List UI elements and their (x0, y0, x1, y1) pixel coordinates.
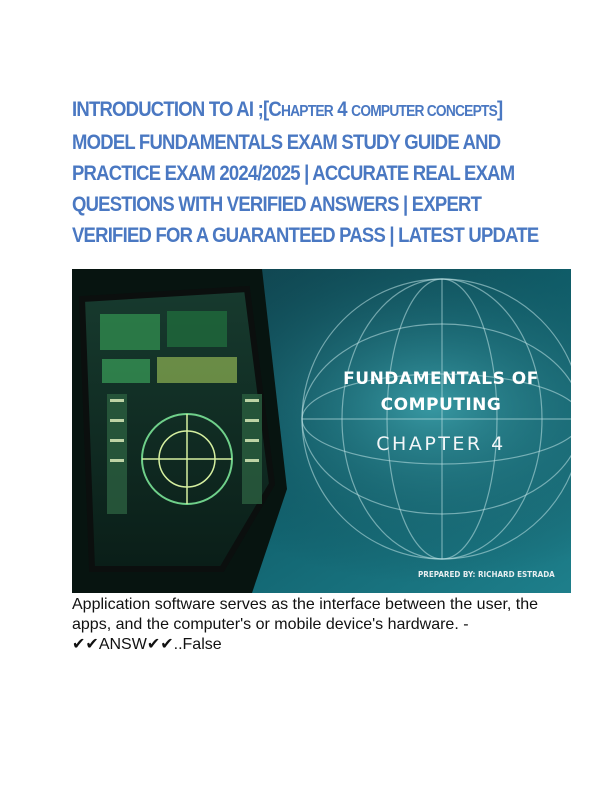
document-title (72, 94, 543, 251)
cover-chapter-label: CHAPTER 4 (376, 433, 506, 455)
title-part-3: 4 (332, 97, 352, 121)
cover-image-graphic (72, 269, 571, 593)
cover-heading-line-1: FUNDAMENTALS OF (343, 369, 539, 389)
cover-credit: PREPARED BY: RICHARD ESTRADA (418, 570, 555, 579)
title-part-1: INTRODUCTION TO AI ;[ (72, 97, 269, 121)
cover-image (72, 269, 571, 593)
title-part-5: ] MODEL FUNDAMENTALS EXAM STUDY GUIDE AND PRACTICE EXAM 2024/2025 | ACCURATE REAL EXAM QUESTIONS WITH VERIFIED ANSWERS | EXPERT VERIFIED FOR A GUARANTEED PASS | LATEST UPDATE (72, 97, 539, 247)
cover-heading-line-2: COMPUTING (380, 395, 502, 415)
question-answer-text: Application software serves as the interface between the user, the apps, and the computer's or mobile device's hardware. - ✔✔ANSW✔✔..False (72, 596, 539, 653)
title-part-4-small: COMPUTER CONCEPTS (351, 103, 498, 120)
title-part-2-small: HAPTER (280, 103, 333, 120)
title-part-2: C (268, 97, 281, 121)
cockpit-screen-graphic (72, 269, 287, 593)
